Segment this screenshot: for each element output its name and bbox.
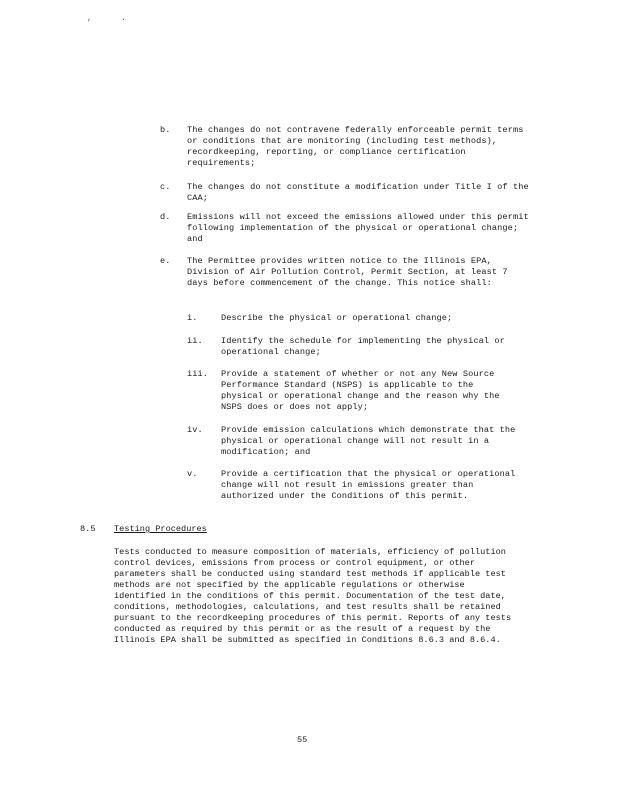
section-heading <box>80 524 95 535</box>
section-title: Testing Procedures <box>114 524 207 534</box>
page-number: 55 <box>297 735 308 745</box>
sub-list-item-marker: iii. <box>187 369 209 379</box>
corner-mark: . <box>121 14 126 23</box>
sub-list-item-marker: ii. <box>187 336 203 346</box>
sub-list-item-text: Describe the physical or operational change; <box>221 313 453 323</box>
list-item-marker: b. <box>160 125 171 135</box>
list-item-text: The changes do not constitute a modification under Title I of the CAA; <box>187 182 529 203</box>
sub-list-item-text: Provide a statement of whether or not any New Source Performance Standard (NSPS) is applicable to the physical or operational change and the reason why the NSPS does or does not apply; <box>221 369 500 412</box>
body-paragraph: Tests conducted to measure composition of materials, efficiency of pollution control devices, emissions from process or control equipment, or other parameters shall be conducted using standard test methods if applicable test methods are not specified by the applicable regulations or otherwise identified in the conditions of this permit. Documentation of the test date, conditions, methodologies, calculations, and test results shall be retained pursuant to the recordkeeping procedures of this permit. Reports of any tests conducted as required by this permit or as the result of a request by the Illinois EPA shall be submitted as specified in Conditions 8.6.3 and 8.6.4. <box>114 547 512 645</box>
section-number: 8.5 <box>80 524 96 534</box>
list-item-text: The Permittee provides written notice to the Illinois EPA, Division of Air Pollution Control, Permit Section, at least 7 days before commencement of the change. This notice shall: <box>187 256 508 288</box>
sub-list-item-text: Provide a certification that the physical or operational change will not result in emissions greater than authorized under the Conditions of this permit. <box>221 469 516 501</box>
list-item-marker: d. <box>160 212 171 222</box>
section-title-wrap <box>114 524 207 535</box>
sub-list-item-text: Provide emission calculations which demonstrate that the physical or operational change will not result in a modification; and <box>221 425 516 457</box>
list-item-marker: e. <box>160 256 171 266</box>
sub-list-item-marker: iv. <box>187 425 203 435</box>
corner-mark: , <box>87 14 92 23</box>
sub-list-item-marker: v. <box>187 469 198 479</box>
list-item-text: The changes do not contravene federally enforceable permit terms or conditions that are monitoring (including test methods), recordkeeping, reporting, or compliance certification requirements; <box>187 125 524 168</box>
sub-list-item-marker: i. <box>187 313 198 323</box>
sub-list-item-text: Identify the schedule for implementing the physical or operational change; <box>221 336 505 357</box>
list-item-text: Emissions will not exceed the emissions allowed under this permit following implementation of the physical or operational change; and <box>187 212 529 244</box>
list-item-marker: c. <box>160 182 171 192</box>
